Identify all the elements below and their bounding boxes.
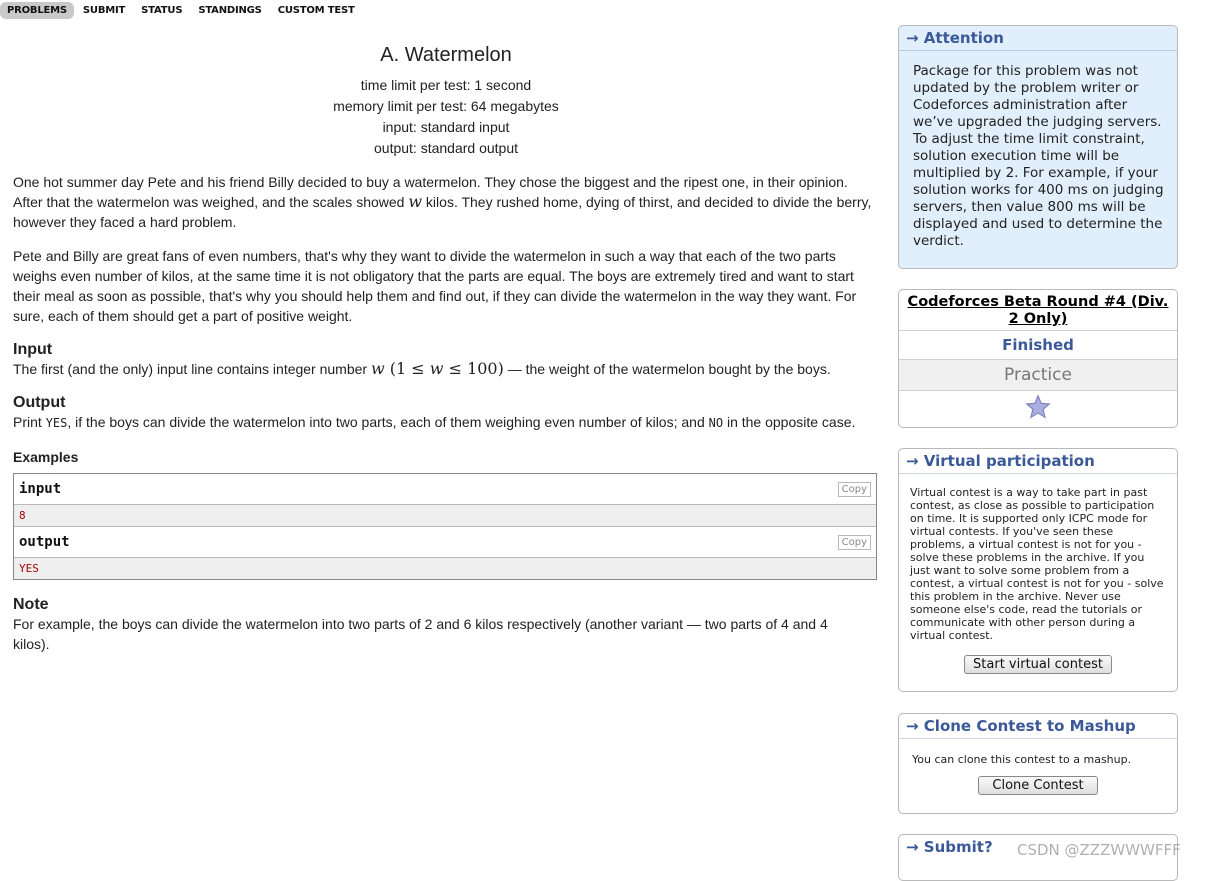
tab-standings[interactable]: STANDINGS xyxy=(198,4,262,16)
clone-contest-button[interactable]: Clone Contest xyxy=(978,776,1097,795)
output-spec: output: standard output xyxy=(374,140,518,156)
examples-title: Examples xyxy=(13,449,79,465)
submit-title: → Submit? xyxy=(906,838,993,856)
contest-status: Finished xyxy=(1002,336,1074,354)
note-section xyxy=(13,596,863,654)
problem-title: A. Watermelon xyxy=(380,44,512,66)
copy-output-button[interactable]: Copy xyxy=(838,535,871,550)
note-text: For example, the boys can divide the watermelon into two parts of 2 and 6 kilos respectively (another variant — two parts of 4 and 4 kilos). xyxy=(13,616,828,652)
example-output-value: YES xyxy=(14,558,876,579)
example-output-label: output xyxy=(19,534,70,550)
attention-text: Package for this problem was not updated by the problem writer or Codeforces administration after we’ve upgraded the judging servers. To adjust the time limit constraint, solution execution time will be multiplied by 2. For example, if your solution works for 400 ms on judging servers, then value 800 ms will be displayed and used to determine the verdict. xyxy=(913,63,1164,249)
copy-input-button[interactable]: Copy xyxy=(838,482,871,497)
example-input-label: input xyxy=(19,481,62,497)
clone-contest-title: → Clone Contest to Mashup xyxy=(899,714,1177,739)
clone-contest-text: You can clone this contest to a mashup. xyxy=(912,753,1132,766)
input-section-text: The first (and the only) input line contains integer number w (1 ≤ w ≤ 100) — the weight of the watermelon bought by the boys. xyxy=(13,359,831,378)
tab-status[interactable]: STATUS xyxy=(141,4,183,16)
problem-statement xyxy=(13,30,879,465)
input-section-title: Input xyxy=(13,341,53,358)
note-title: Note xyxy=(13,596,49,613)
virtual-participation-text: Virtual contest is a way to take part in past contest, as close as possible to participation on time. It is supported only ICPC mode for virtual contests. If you've seen these problems, a virtual contest is not for you - solve these problems in the archive. If you just want to solve some problem from a contest, a virtual contest is not for you - solve this problem in the archive. Never use someone else's code, read the tutorials or communicate with other person during a virtual contest. xyxy=(910,486,1164,642)
watermark: CSDN @ZZZWWWFFF xyxy=(1017,841,1181,859)
example-output-header xyxy=(14,527,876,558)
tab-problems[interactable]: PROBLEMS xyxy=(0,2,74,19)
virtual-participation-box xyxy=(898,448,1178,692)
attention-title: → Attention xyxy=(899,26,1177,51)
virtual-participation-title: → Virtual participation xyxy=(899,449,1177,474)
statement-paragraph-1: One hot summer day Pete and his friend Billy decided to buy a watermelon. They chose the biggest and the ripest one, in their opinion. After that the watermelon was weighed, and the scales showed w kilos. They rushed home, dying of thirst, and decided to divide the berry, however they faced a hard problem. xyxy=(13,174,872,230)
examples-box xyxy=(13,473,877,580)
contest-name-link[interactable]: Codeforces Beta Round #4 (Div. 2 Only) xyxy=(907,294,1169,327)
tab-submit[interactable]: SUBMIT xyxy=(82,4,126,16)
memory-limit: memory limit per test: 64 megabytes xyxy=(333,98,559,114)
output-section-title: Output xyxy=(13,394,66,411)
clone-contest-box xyxy=(898,713,1178,814)
example-input-header xyxy=(14,474,876,505)
problem-limits xyxy=(13,75,879,159)
tab-custom-test[interactable]: CUSTOM TEST xyxy=(277,4,355,16)
contest-info-box xyxy=(898,289,1178,428)
contest-mode: Practice xyxy=(1004,365,1072,385)
attention-box xyxy=(898,25,1178,269)
start-virtual-contest-button[interactable]: Start virtual contest xyxy=(964,655,1112,674)
example-input-value: 8 xyxy=(14,505,876,527)
star-icon[interactable] xyxy=(1025,394,1051,425)
top-nav xyxy=(0,0,364,20)
output-section-text: Print YES, if the boys can divide the watermelon into two parts, each of them weighing even number of kilos; and NO in the opposite case. xyxy=(13,414,856,430)
variable-w: w xyxy=(408,192,423,211)
statement-paragraph-2: Pete and Billy are great fans of even numbers, that's why they want to divide the watermelon in such a way that each of the two parts weighs even number of kilos, at the same time it is not obligatory that the parts are equal. The boys are extremely tired and want to start their meal as soon as possible, that's why you should help them and find out, if they can divide the watermelon in the way they want. For sure, each of them should get a part of positive weight. xyxy=(13,248,857,324)
input-spec: input: standard input xyxy=(382,119,510,135)
time-limit: time limit per test: 1 second xyxy=(360,77,532,93)
